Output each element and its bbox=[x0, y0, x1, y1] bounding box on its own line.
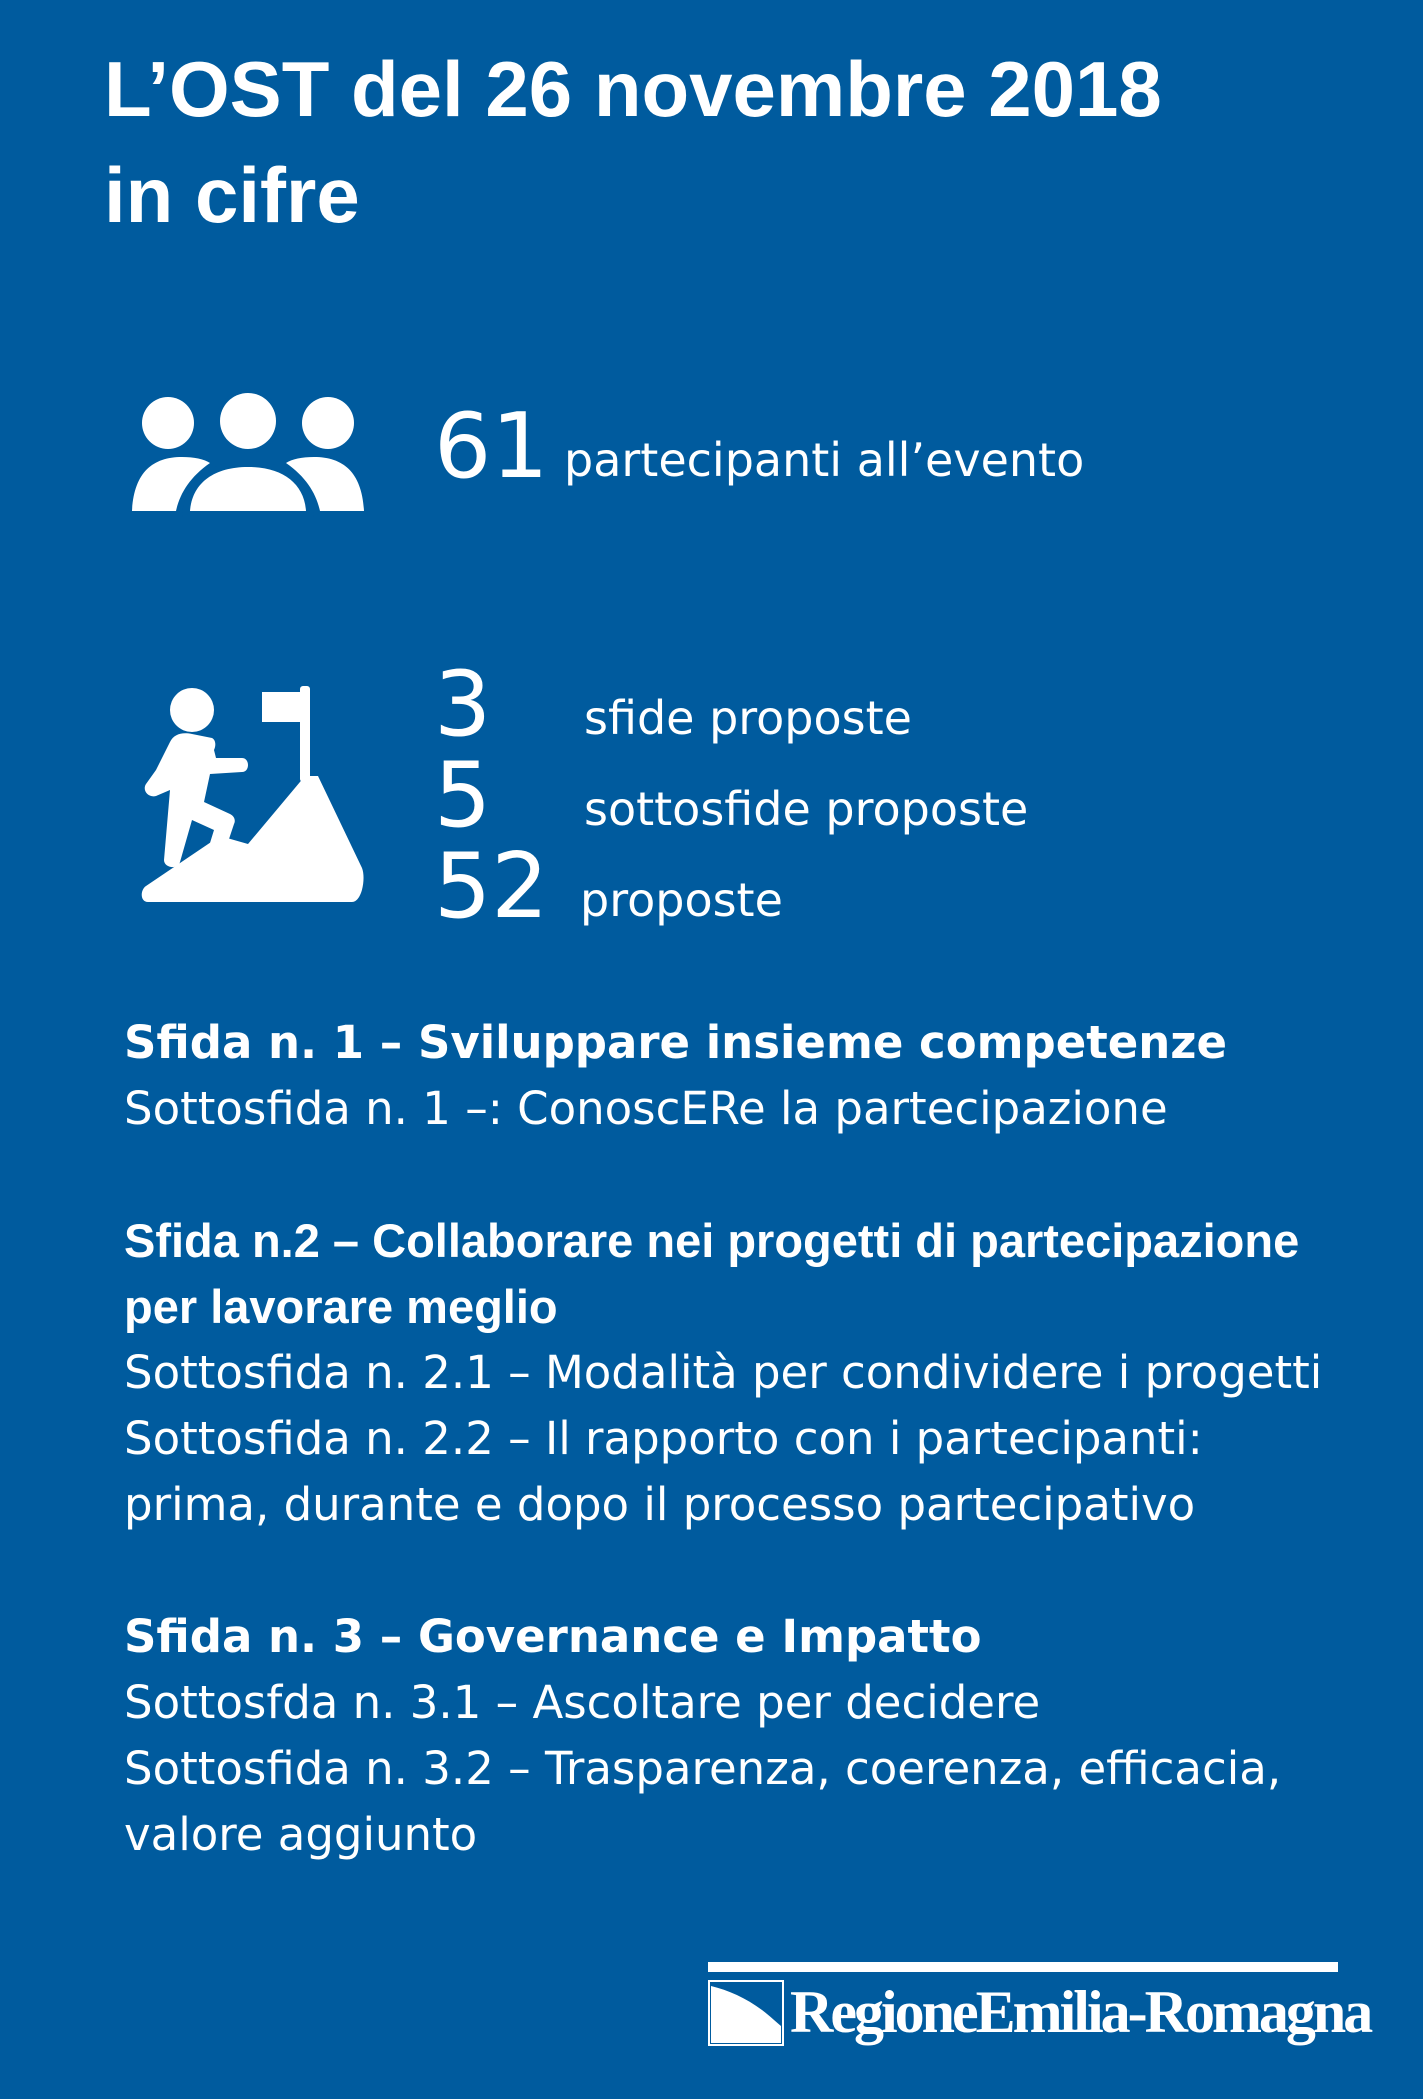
logo-bar bbox=[708, 1962, 1338, 1972]
subchallenge-line: Sottosfida n. 2.1 – Modalità per condividere i progetti bbox=[124, 1346, 1323, 1399]
people-group-icon bbox=[130, 385, 366, 517]
proposals-label: proposte bbox=[580, 873, 783, 927]
page-title bbox=[104, 36, 1364, 248]
climber-summit-icon bbox=[130, 684, 370, 904]
challenge-2 bbox=[124, 1208, 1334, 1538]
challenges-label: sfide proposte bbox=[584, 691, 912, 745]
challenge-3 bbox=[124, 1604, 1334, 1868]
challenge-title: Sfida n.2 – Collaborare nei progetti di partecipazione bbox=[124, 1214, 1300, 1267]
participants-label: partecipanti all’evento bbox=[564, 433, 1085, 487]
subchallenge-line: Sottosfida n. 1 –: ConoscERe la partecipazione bbox=[124, 1082, 1168, 1135]
page-title-line-1: L’OST del 26 novembre 2018 bbox=[104, 45, 1162, 133]
challenges-number: 3 bbox=[434, 652, 492, 757]
page-title-line-2: in cifre bbox=[104, 151, 360, 239]
subchallenges-label: sottosfide proposte bbox=[584, 782, 1029, 836]
proposals-number: 52 bbox=[434, 834, 549, 939]
challenge-title-continued: per lavorare meglio bbox=[124, 1280, 558, 1333]
challenge-1 bbox=[124, 1010, 1334, 1142]
subchallenge-line: Sottosfda n. 3.1 – Ascoltare per decidere bbox=[124, 1676, 1041, 1729]
subchallenge-line: Sottosfida n. 3.2 – Trasparenza, coerenza, efficacia, bbox=[124, 1742, 1282, 1795]
challenge-title: Sfida n. 1 – Sviluppare insieme competenze bbox=[124, 1016, 1228, 1069]
logo-text: RegioneEmilia-Romagna bbox=[790, 1979, 1371, 2045]
challenge-title: Sfida n. 3 – Governance e Impatto bbox=[124, 1610, 982, 1663]
subchallenge-line: valore aggiunto bbox=[124, 1808, 478, 1861]
regione-emilia-romagna-logo bbox=[708, 1962, 1371, 2048]
logo-flag-icon bbox=[708, 1980, 784, 2046]
subchallenge-line: prima, durante e dopo il processo partecipativo bbox=[124, 1478, 1196, 1531]
subchallenge-line: Sottosfida n. 2.2 – Il rapporto con i partecipanti: bbox=[124, 1412, 1203, 1465]
subchallenges-number: 5 bbox=[434, 743, 492, 848]
participants-number: 61 bbox=[434, 394, 549, 499]
challenges-list bbox=[124, 1010, 1334, 1868]
